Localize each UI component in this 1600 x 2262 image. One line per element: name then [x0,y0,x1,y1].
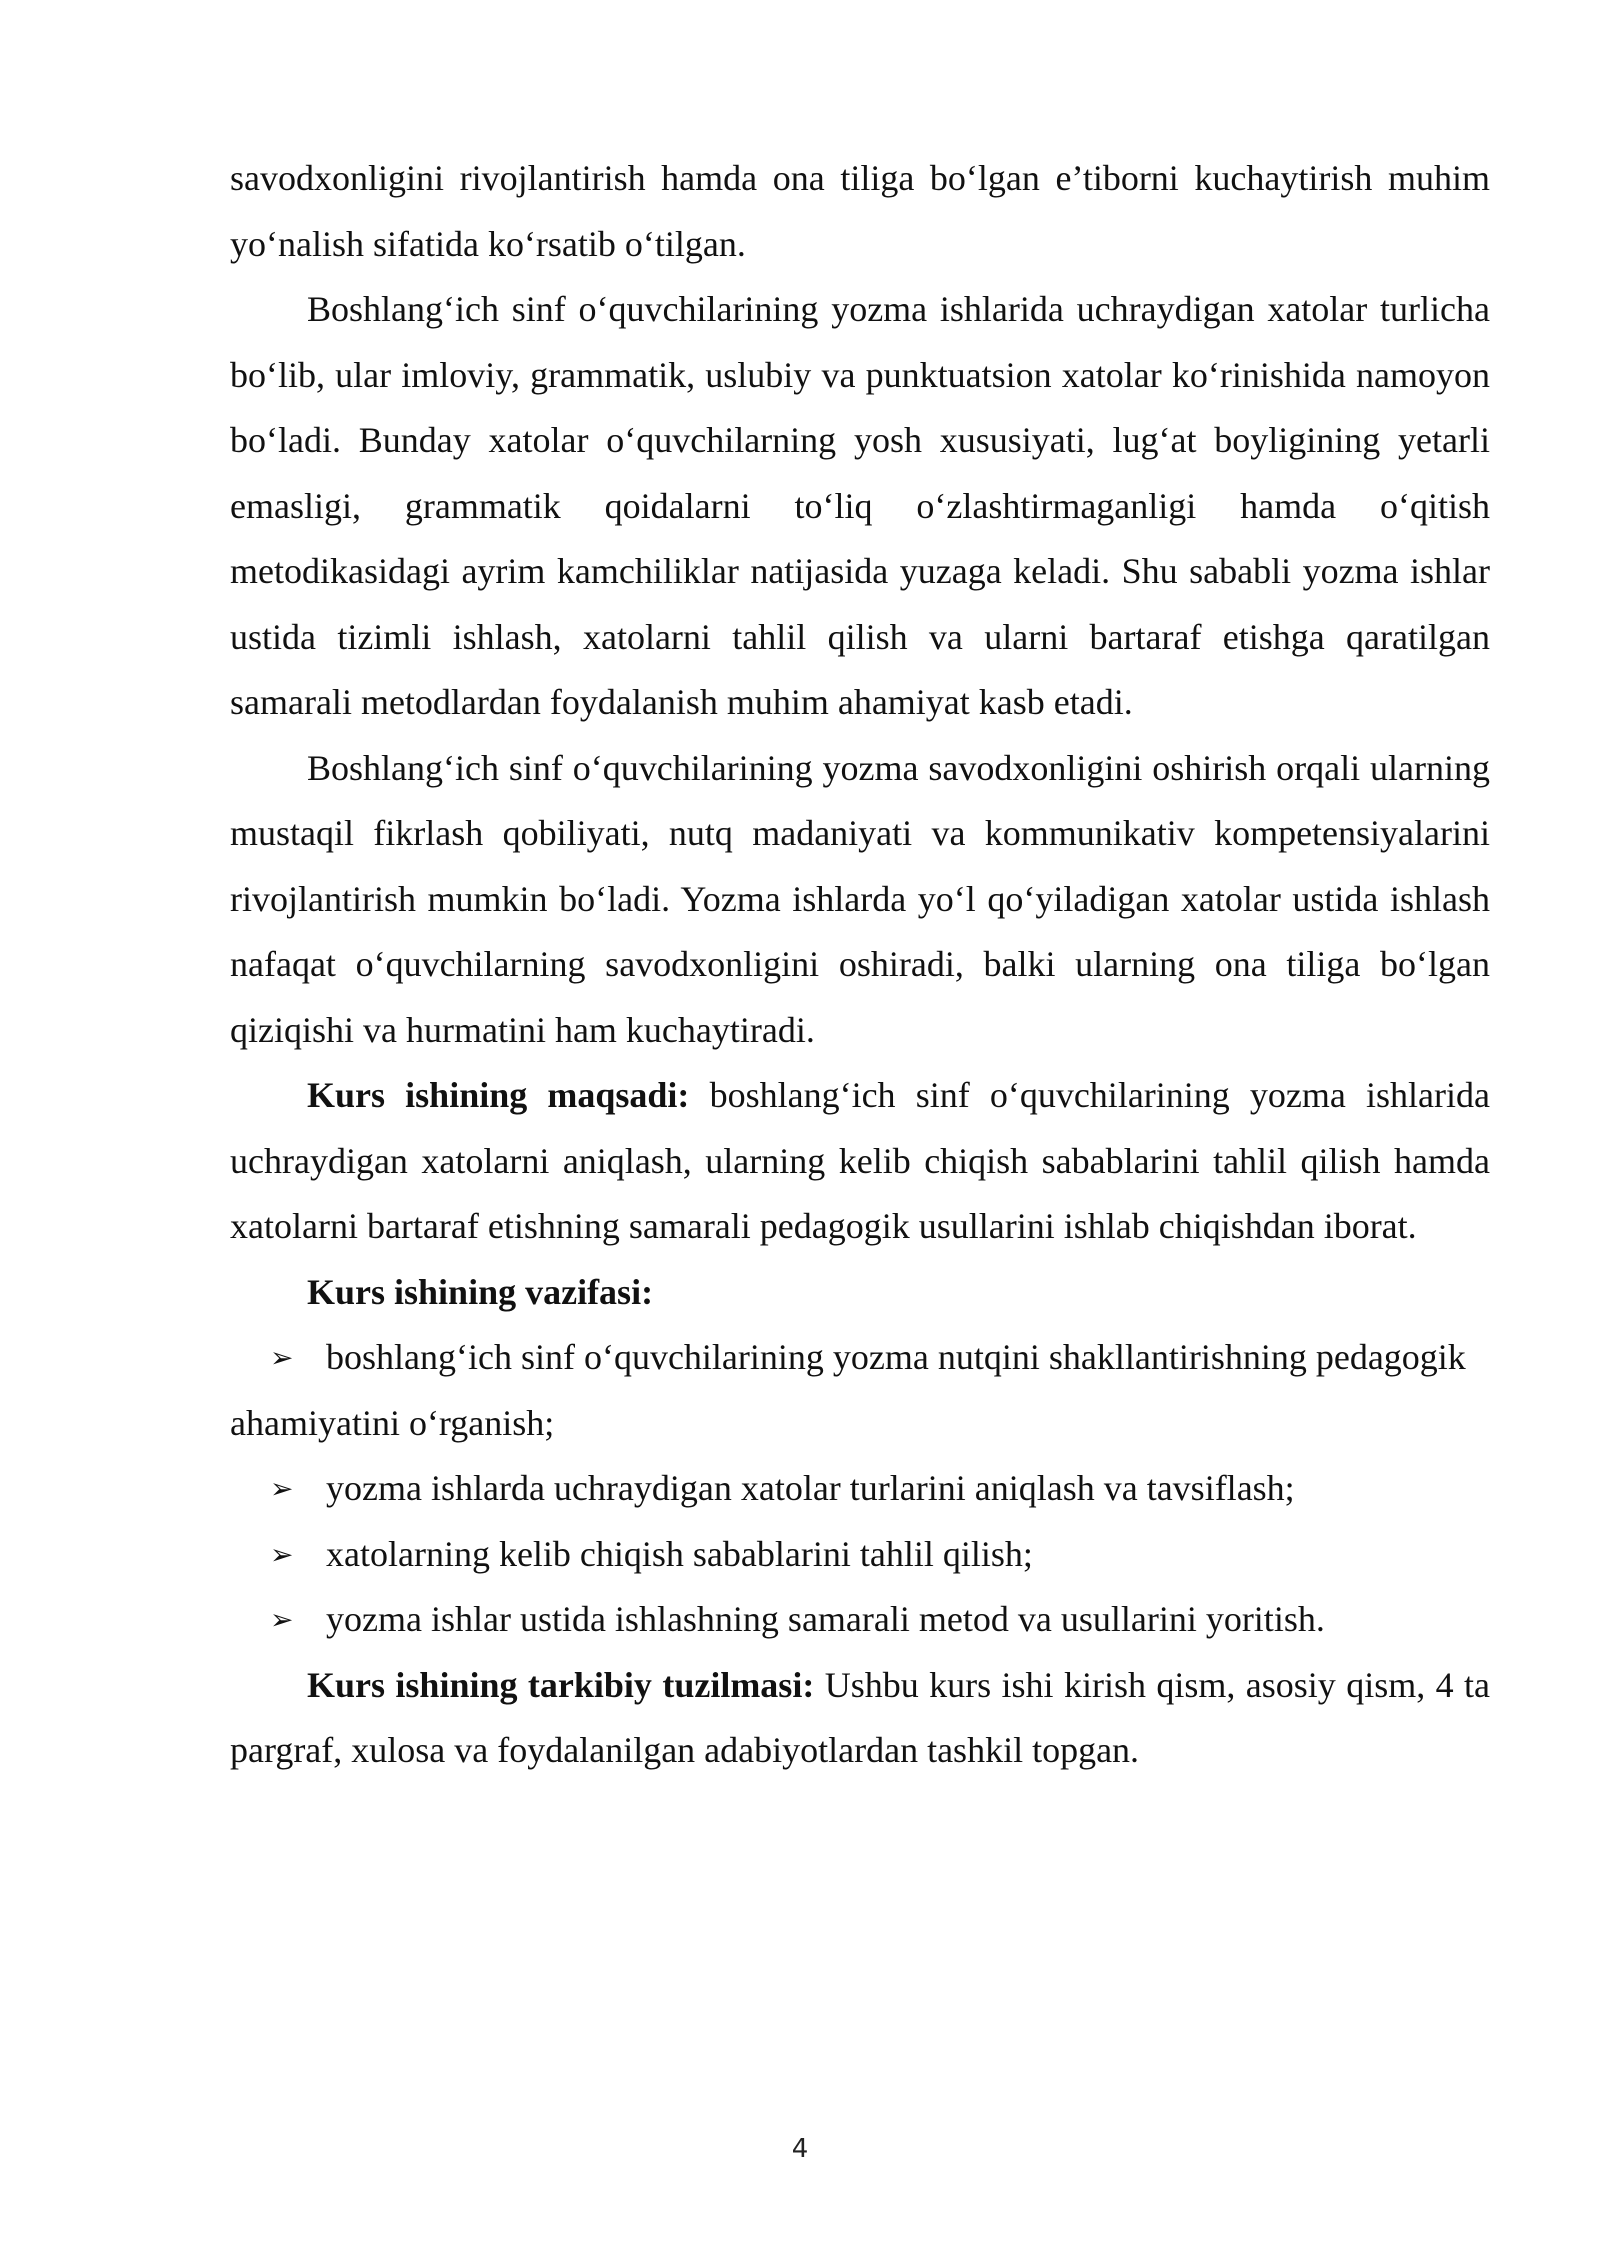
goal-heading: Kurs ishining maqsadi: [307,1075,690,1115]
tasks-heading: Kurs ishining vazifasi: [307,1271,654,1312]
task-item-2 [230,1456,1490,1522]
goal-text: boshlang‘ich sinf o‘quvchilarining yozma ishlarida uchraydigan xatolarni aniqlash, ularning kelib chiqish sabablarini tahlil qilish hamda xatolarni bartaraf etishning samarali pedagogik usullarini ishlab chiqishdan iborat. [230,1075,1491,1246]
paragraph-error-types: Boshlang‘ich sinf o‘quvchilarining yozma ishlarida uchraydigan xatolar turlicha bo‘lib, ular imloviy, grammatik, uslubiy va punktuatsion xatolar ko‘rinishida namoyon bo‘ladi. Bunday xatolar o‘quvchilarning yosh xususiyati, lug‘at boyligining yetarli emasligi, grammatik qoidalarni to‘liq o‘zlashtirmaganligi hamda o‘qitish metodikasidagi ayrim kamchiliklar natijasida yuzaga keladi. Shu sababli yozma ishlar ustida tizimli ishlash, xatolarni tahlil qilish va ularni bartaraf etishga qaratilgan samarali metodlardan foydalanish muhim ahamiyat kasb etadi. [230,289,1490,722]
structure-heading: Kurs ishining tarkibiy tuzilmasi: [307,1664,815,1705]
paragraph-intro-continuation: savodxonligini rivojlantirish hamda ona tiliga bo‘lgan e’tiborni kuchaytirish muhim yo‘nalish sifatida ko‘rsatib o‘tilgan. [230,158,1490,264]
arrow-bullet-icon: ➢ [270,1603,294,1636]
task-item-text: xatolarning kelib chiqish sabablarini tahlil qilish; [326,1533,1033,1574]
goal-paragraph [230,1063,1490,1260]
structure-paragraph [230,1653,1490,1784]
task-item-text: boshlang‘ich sinf o‘quvchilarining yozma nutqini shakllantirishning pedagogik ahamiyatini o‘rganish; [230,1337,1466,1443]
page-number: 4 [791,2134,809,2164]
task-item-3 [230,1522,1490,1588]
task-item-text: yozma ishlarda uchraydigan xatolar turlarini aniqlash va tavsiflash; [326,1468,1295,1508]
paragraph-literacy-benefits: Boshlang‘ich sinf o‘quvchilarining yozma savodxonligini oshirish orqali ularning mustaqil fikrlash qobiliyati, nutq madaniyati va kommunikativ kompetensiyalarini rivojlantirish mumkin bo‘ladi. Yozma ishlarda yo‘l qo‘yiladigan xatolar ustida ishlash nafaqat o‘quvchilarning savodxonligini oshiradi, balki ularning ona tiliga bo‘lgan qiziqishi va hurmatini ham kuchaytiradi. [230,747,1490,1050]
tasks-heading-line [230,1260,1490,1326]
arrow-bullet-icon: ➢ [270,1341,294,1374]
task-item-4 [230,1587,1490,1653]
arrow-bullet-icon: ➢ [270,1537,294,1571]
page-body [230,146,1490,1784]
task-item-text: yozma ishlar ustida ishlashning samarali metod va usullarini yoritish. [326,1599,1325,1639]
arrow-bullet-icon: ➢ [270,1472,294,1505]
task-item-1 [230,1325,1490,1456]
structure-text: Ushbu kurs ishi kirish qism, asosiy qism, 4 ta pargraf, xulosa va foydalanilgan adabiyotlardan tashkil topgan. [230,1664,1490,1770]
